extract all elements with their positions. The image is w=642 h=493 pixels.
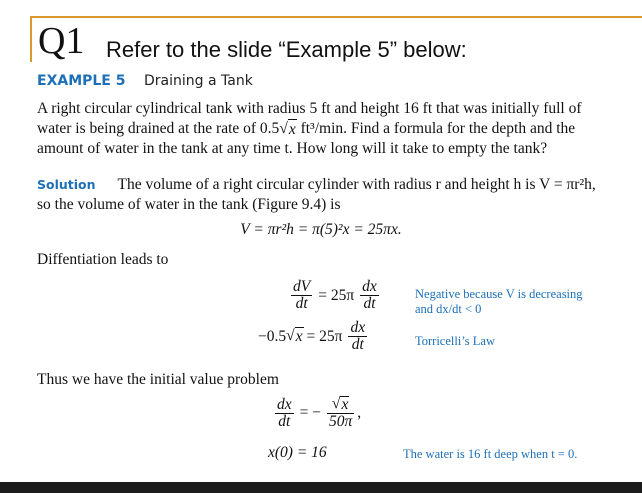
question-number: Q1 [38,20,85,62]
header-bracket [30,16,32,62]
fraction-dv-dt: $\frac{dV}{dt}$ [293,278,311,312]
problem-line-2: water is being drained at the rate of 0.5 √ x ft³/min. Find a formula for the depth and the [37,120,576,138]
note-negative: Negative because V is decreasing and dx/dt < 0 [415,287,583,316]
note-initial-depth: The water is 16 ft deep when t = 0. [403,447,578,461]
ivp-equation: $\frac{dx}{dt}$ = − √ x 50π , [277,395,362,430]
solution-line-1: Solution The volume of a right circular cylinder with radius r and height h is V = πr²h, [37,176,596,193]
problem-line-1: A right circular cylindrical tank with radius 5 ft and height 16 ft that was initially full of [37,100,582,117]
sqrt-x: √ x [286,327,303,345]
fraction-dx-dt: $\frac{dx}{dt}$ [362,278,377,312]
rate-equation-2: −0.5 √ x = 25π $\frac{dx}{dt}$ [258,319,366,353]
ivp-intro: Thus we have the initial value problem [37,371,279,388]
fraction-dx-dt: $\frac{dx}{dt}$ [350,319,366,353]
example-label: EXAMPLE 5 [37,73,126,89]
volume-equation: V = πr²h = π(5)²x = 25πx. [240,221,402,238]
problem-line-3: amount of water in the tank at any time t. How long will it take to empty the tank? [37,140,548,157]
differentiation-intro: Diffentiation leads to [37,251,169,268]
header-rule [30,16,642,18]
bottom-bar [0,482,642,493]
initial-condition: x(0) = 16 [268,444,327,461]
solution-label: Solution [37,177,96,192]
sqrt-x: √ x [279,120,296,138]
fraction-dx-dt: $\frac{dx}{dt}$ [277,395,292,430]
note-torricelli: Torricelli’s Law [415,334,495,348]
rate-equation-1: $\frac{dV}{dt}$ = 25π $\frac{dx}{dt}$ [293,278,377,312]
example-title: Draining a Tank [144,73,253,89]
fraction-sqrt-x-over-50pi: √ x 50π [329,395,353,430]
question-text: Refer to the slide “Example 5” below: [106,37,467,62]
solution-line-2: so the volume of water in the tank (Figure 9.4) is [37,196,341,213]
